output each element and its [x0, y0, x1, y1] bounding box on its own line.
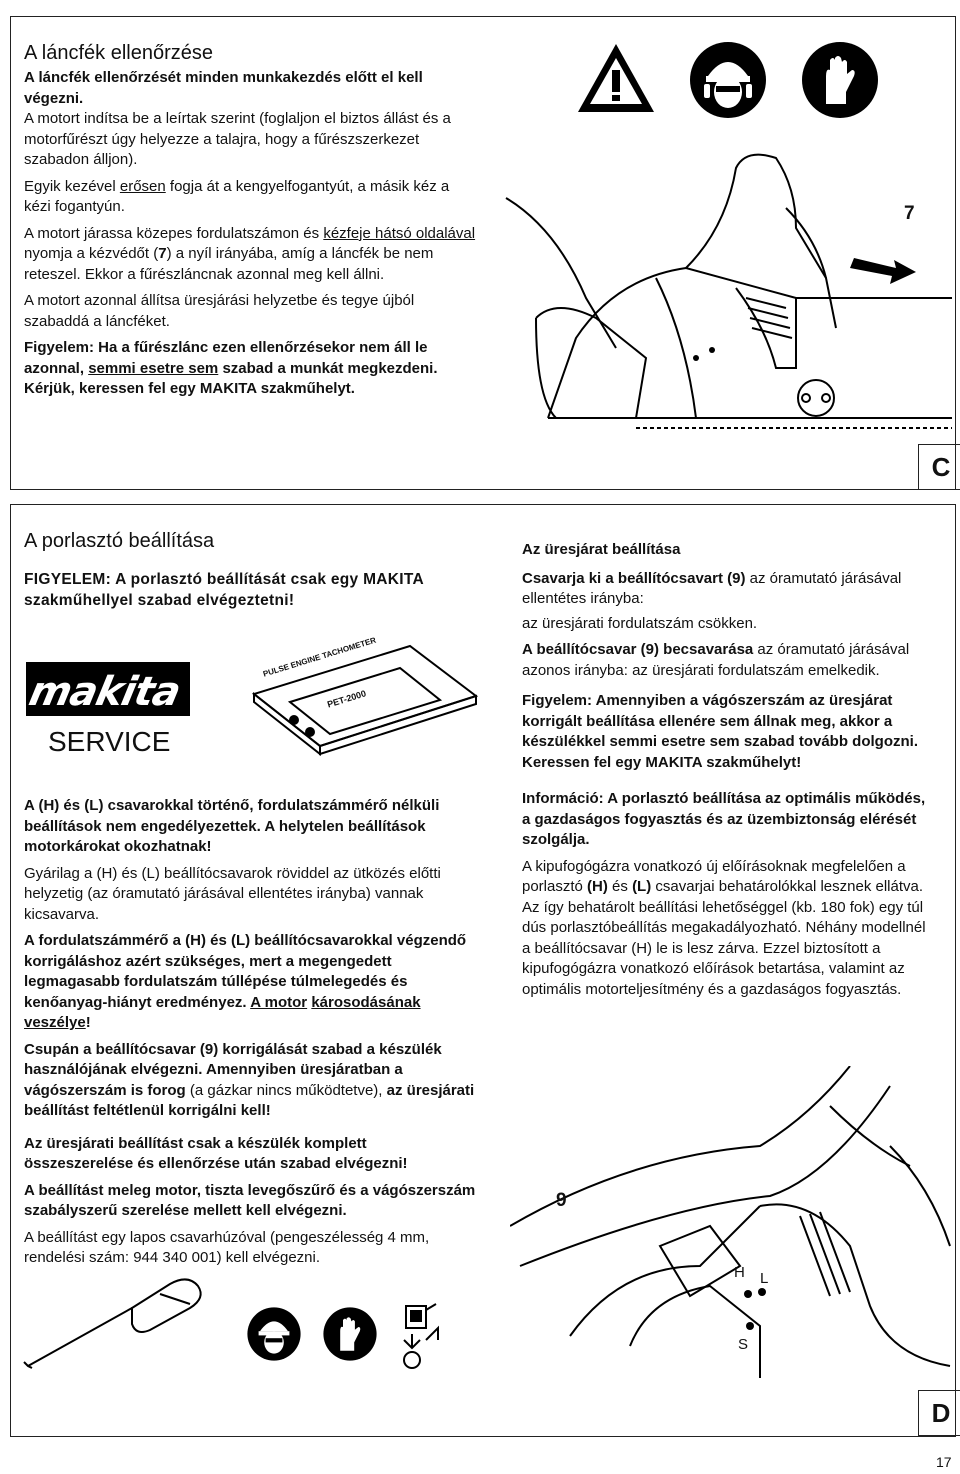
section-c-title: A láncfék ellenőrzése: [24, 42, 214, 64]
panel-letter-c: C: [918, 444, 960, 490]
emission-rules: A kipufogógázra vonatkozó új előírásoknak megfelelően a porlasztó (H) és (L) csavarjai behatárolókkal lesznek ellátva. Az így behatárolt beállítási lehetőséggel (kb. 180 fok) egy túl dús porlasztóbeállítás megakadályozható. Néhány modellnél a beállítócsavar (H) le is lesz zárva. Ezzel biztosított a kipufogógázra vonatkozó előírások betartása, valamint az optimális motorteljesítmény és a gazdaságos fogyasztás.: [522, 857, 926, 998]
makita-service-logo: [26, 662, 190, 762]
section-d-left-text: [24, 796, 476, 1275]
chainbrake-step-press: A motort járassa közepes fordulatszámon és kézfeje hátsó oldalával nyomja a kézvédőt (7) a nyíl irányába, amíg a láncfék be nem reteszel. Ekkor a fűrészláncnak azonnal meg kell állni.: [24, 224, 476, 283]
no-tachometer-warning: A (H) és (L) csavarokkal történő, fordulatszámmérő nélküli beállítások nem engedélyezettek. A helytelen beállítások motorkárokat okozhatnak!: [24, 797, 440, 855]
makita-logo-text: makita: [25, 669, 184, 715]
carburetor-info: Információ: A porlasztó beállítása az optimális működés, a gazdaságos fogyasztás és az üzembiztonság elérését szolgálja.: [522, 790, 926, 848]
head-protection-icon: [688, 40, 768, 120]
carburetor-warning: FIGYELEM: A porlasztó beállítását csak egy MAKITA szakműhellyel szabad elvégeztetni!: [24, 571, 424, 609]
chainbrake-intro: A láncfék ellenőrzését minden munkakezdés előtt el kell végezni.: [24, 69, 423, 107]
section-c-text: [24, 68, 476, 406]
gloves-icon: [800, 40, 880, 120]
panel-letter-d: D: [918, 1390, 960, 1436]
warm-motor-requirement: A beállítást meleg motor, tiszta levegőszűrő és a vágószerszám szabályszerű szerelése mellett kell elvégezni.: [24, 1181, 476, 1219]
user-correction: Csupán a beállítócsavar (9) korrigálását szabad a készülék használójának elvégezni. Amennyiben üresjáratban a vágószerszám is forog (a gázkar nincs működtetve), az üresjárati beállítást feltétlenül korrigálni kell!: [24, 1040, 475, 1119]
idle-decrease: az üresjárati fordulatszám csökken.: [522, 614, 758, 632]
gloves-icon-small: [322, 1306, 378, 1362]
label-l: L: [760, 1270, 769, 1287]
idle-title: Az üresjárat beállítása: [522, 541, 681, 558]
head-protection-icon-small: [246, 1306, 302, 1362]
chainbrake-illustration: [496, 128, 952, 448]
chainbrake-step-release: A motort azonnal állítsa üresjárási helyzetbe és tegye újból szabaddá a láncféket.: [24, 292, 415, 330]
idle-screw-in: A beállítócsavar (9) becsavarása az óramutató járásával azonos irányba: az üresjárati fordulatszám emelkedik.: [522, 641, 910, 679]
label-h: H: [734, 1264, 745, 1281]
factory-setting: Gyárilag a (H) és (L) beállítócsavarok röviddel az ütközés előtti helyzetig (az óramutató járásával ellentétes irányba) vannak kicsavarva.: [24, 864, 441, 923]
chainbrake-warning: Figyelem: Ha a fűrészlánc ezen ellenőrzésekor nem áll le azonnal, semmi esetre sem szabad a munkát megkezdeni. Kérjük, keressen fel egy MAKITA szakműhelyt.: [24, 339, 438, 397]
callout-7: 7: [904, 203, 915, 224]
tachometer-label: PULSE ENGINE TACHOMETER: [262, 635, 378, 679]
fuel-off-icon: [398, 1300, 446, 1372]
section-d-right-text: [522, 540, 928, 1006]
screwdriver-icon: [20, 1264, 220, 1374]
label-s: S: [738, 1336, 749, 1353]
service-text: SERVICE: [48, 726, 171, 757]
screwdriver-spec: A beállítást egy lapos csavarhúzóval (pengeszélesség 4 mm, rendelési szám: 944 340 001) kell elvégezni.: [24, 1228, 430, 1266]
assembly-requirement: Az üresjárati beállítást csak a készülék komplett összeszerelése és ellenőrzése után szabad elvégezni!: [24, 1134, 408, 1172]
tachometer-requirement: A fordulatszámmérő a (H) és (L) beállítócsavarokkal végzendő korrigáláshoz azért szükséges, mert a megengedett legmagasabb fordulatszám túllépése túlmelegedés és kenőanyag-hiányt eredményez. A motor károsodásának veszélye!: [24, 932, 467, 1031]
carburetor-illustration: [510, 1066, 954, 1378]
idle-warning: Figyelem: Amennyiben a vágószerszám az üresjárat korrigált beállítása ellenére sem állnak meg, akkor a készülékkel semmi esetre sem szabad tovább dolgozni. Keressen fel egy MAKITA szakműhelyt!: [522, 692, 918, 771]
warning-triangle-icon: [574, 40, 658, 116]
label-9: 9: [556, 1190, 567, 1211]
page-number: 17: [936, 1454, 952, 1470]
tachometer-model: PET-2000: [326, 688, 368, 710]
idle-unscrew: Csavarja ki a beállítócsavart (9) az óramutató járásával ellentétes irányba:: [522, 569, 902, 607]
chainbrake-step-grip: Egyik kezével erősen fogja át a kengyelfogantyút, a másik kéz a kézi fogantyún.: [24, 177, 450, 215]
chainbrake-step-start: A motort indítsa be a leírtak szerint (foglaljon el biztos állást és a motorfűrészt úgy helyezze a talajra, hogy a fűrészszerkezet szabadon álljon).: [24, 110, 451, 168]
section-d-title: A porlasztó beállítása: [24, 530, 215, 552]
